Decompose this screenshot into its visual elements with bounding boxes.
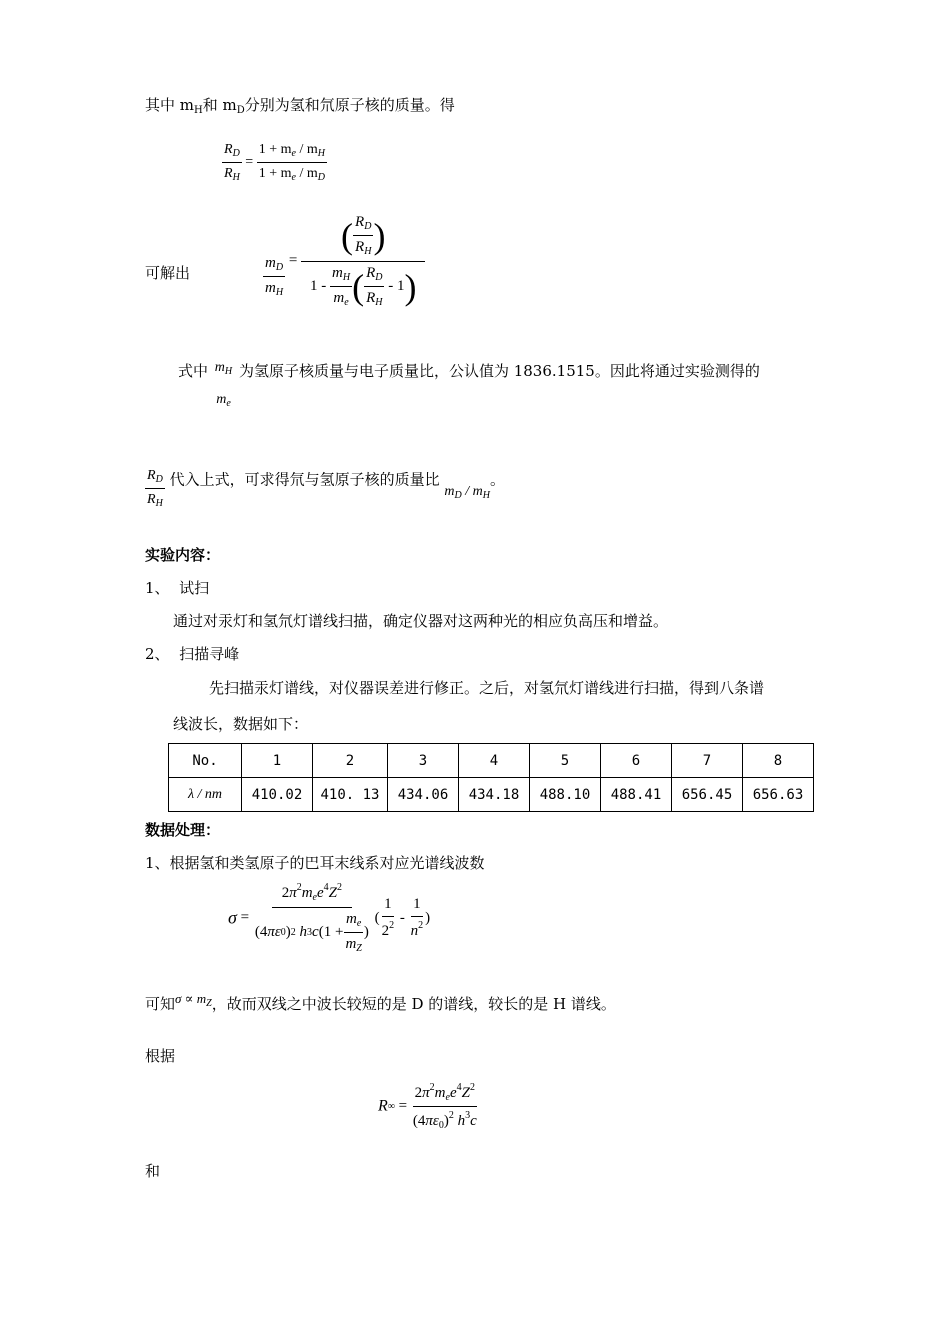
- formula-ratio: [222, 142, 327, 183]
- text: 分别为氢和氘原子核的质量。得: [244, 96, 455, 114]
- section-title: 实验内容：: [145, 546, 221, 564]
- list-item: 1、 试扫: [145, 579, 210, 597]
- text: 为氢原子核质量与电子质量比，公认值为 1836.1515。因此将通过实验测得的: [238, 362, 760, 380]
- paragraph: 先扫描汞灯谱线，对仪器误差进行修正。之后，对氢氘灯谱线进行扫描，得到八条谱: [209, 679, 765, 697]
- paragraph: 1、根据氢和类氢原子的巴耳末线系对应光谱线波数: [145, 854, 485, 872]
- substitute-line: [145, 468, 505, 509]
- ratio-md-mh: $m_D / m_H$: [444, 483, 490, 501]
- frac-main: ( $\frac{R_D}{R_H}$ ) 1 - $\frac{m_H}{m_e}$ ( $\frac{R_D}{R_H}$ - 1 ): [301, 214, 425, 308]
- frac-sigma: $2\pi^2m_ee^4Z^2$ (4 πε 0 ) 2 h 3 c (1 + $\frac{m_e}{m_Z}$ ): [254, 882, 369, 954]
- text: 。: [489, 470, 505, 489]
- intro-line: [145, 94, 455, 116]
- text: 式中: [178, 362, 209, 380]
- paragraph: 线波长，数据如下：: [173, 715, 309, 733]
- text: 和 m: [202, 96, 237, 114]
- mass-ratio-line: [178, 360, 760, 409]
- text: 代入上式，可求得氘与氢原子核的质量比: [169, 470, 440, 489]
- paragraph: 根据: [145, 1047, 176, 1065]
- sub: D: [236, 105, 245, 116]
- paragraph: 和: [145, 1162, 161, 1180]
- formula-md-mh: [263, 214, 425, 308]
- paragraph: 通过对汞灯和氢氘灯谱线扫描，确定仪器对这两种光的相应负高压和增益。: [173, 612, 669, 630]
- frac-md-mh: $\frac{m_D}{m_H}$: [265, 254, 284, 298]
- sub: H: [194, 105, 203, 116]
- frac-rd-rh: $\frac{R_D}{R_H}$: [224, 142, 240, 183]
- table-row: No. 1 2 3 4 5 6 7 8: [169, 744, 814, 778]
- solve-label: 可解出: [145, 264, 191, 282]
- formula-sigma: σ = $2\pi^2m_ee^4Z^2$ (4 πε 0 ) 2 h 3 c (1 + $\frac{m_e}{m_Z}$ ) ( $\frac{1}{2^2}$ - $\frac{1}{n^2}$ ): [228, 882, 431, 954]
- conclusion-line: 可知$\sigma \propto m_Z$，故而双线之中波长较短的是 D 的谱线，较长的是 H 谱线。: [145, 991, 616, 1013]
- section-title: 数据处理：: [145, 821, 221, 839]
- wavelength-table: [168, 743, 814, 812]
- frac-rd-rh: $\frac{R_D}{R_H}$: [147, 468, 163, 509]
- frac-mh-me: $m_H$ $m_e$: [214, 360, 233, 409]
- equals: =: [245, 154, 254, 170]
- list-item: 2、 扫描寻峰: [145, 645, 240, 663]
- text: 其中 m: [145, 96, 194, 114]
- table-row: λ / nm 410.02 410. 13 434.06 434.18 488.10 488.41 656.45 656.63: [169, 778, 814, 812]
- frac-rydberg: $\frac{2\pi^2m_ee^4Z^2}{(4\pi\varepsilon_0)^2 h^3c}$: [412, 1082, 477, 1131]
- equals: =: [288, 252, 298, 269]
- formula-rydberg: R∞ = $\frac{2\pi^2m_ee^4Z^2}{(4\pi\varepsilon_0)^2 h^3c}$: [378, 1082, 477, 1131]
- frac-mass: $\frac{1 + m_e / m_H}{1 + m_e / m_D}$: [258, 142, 325, 183]
